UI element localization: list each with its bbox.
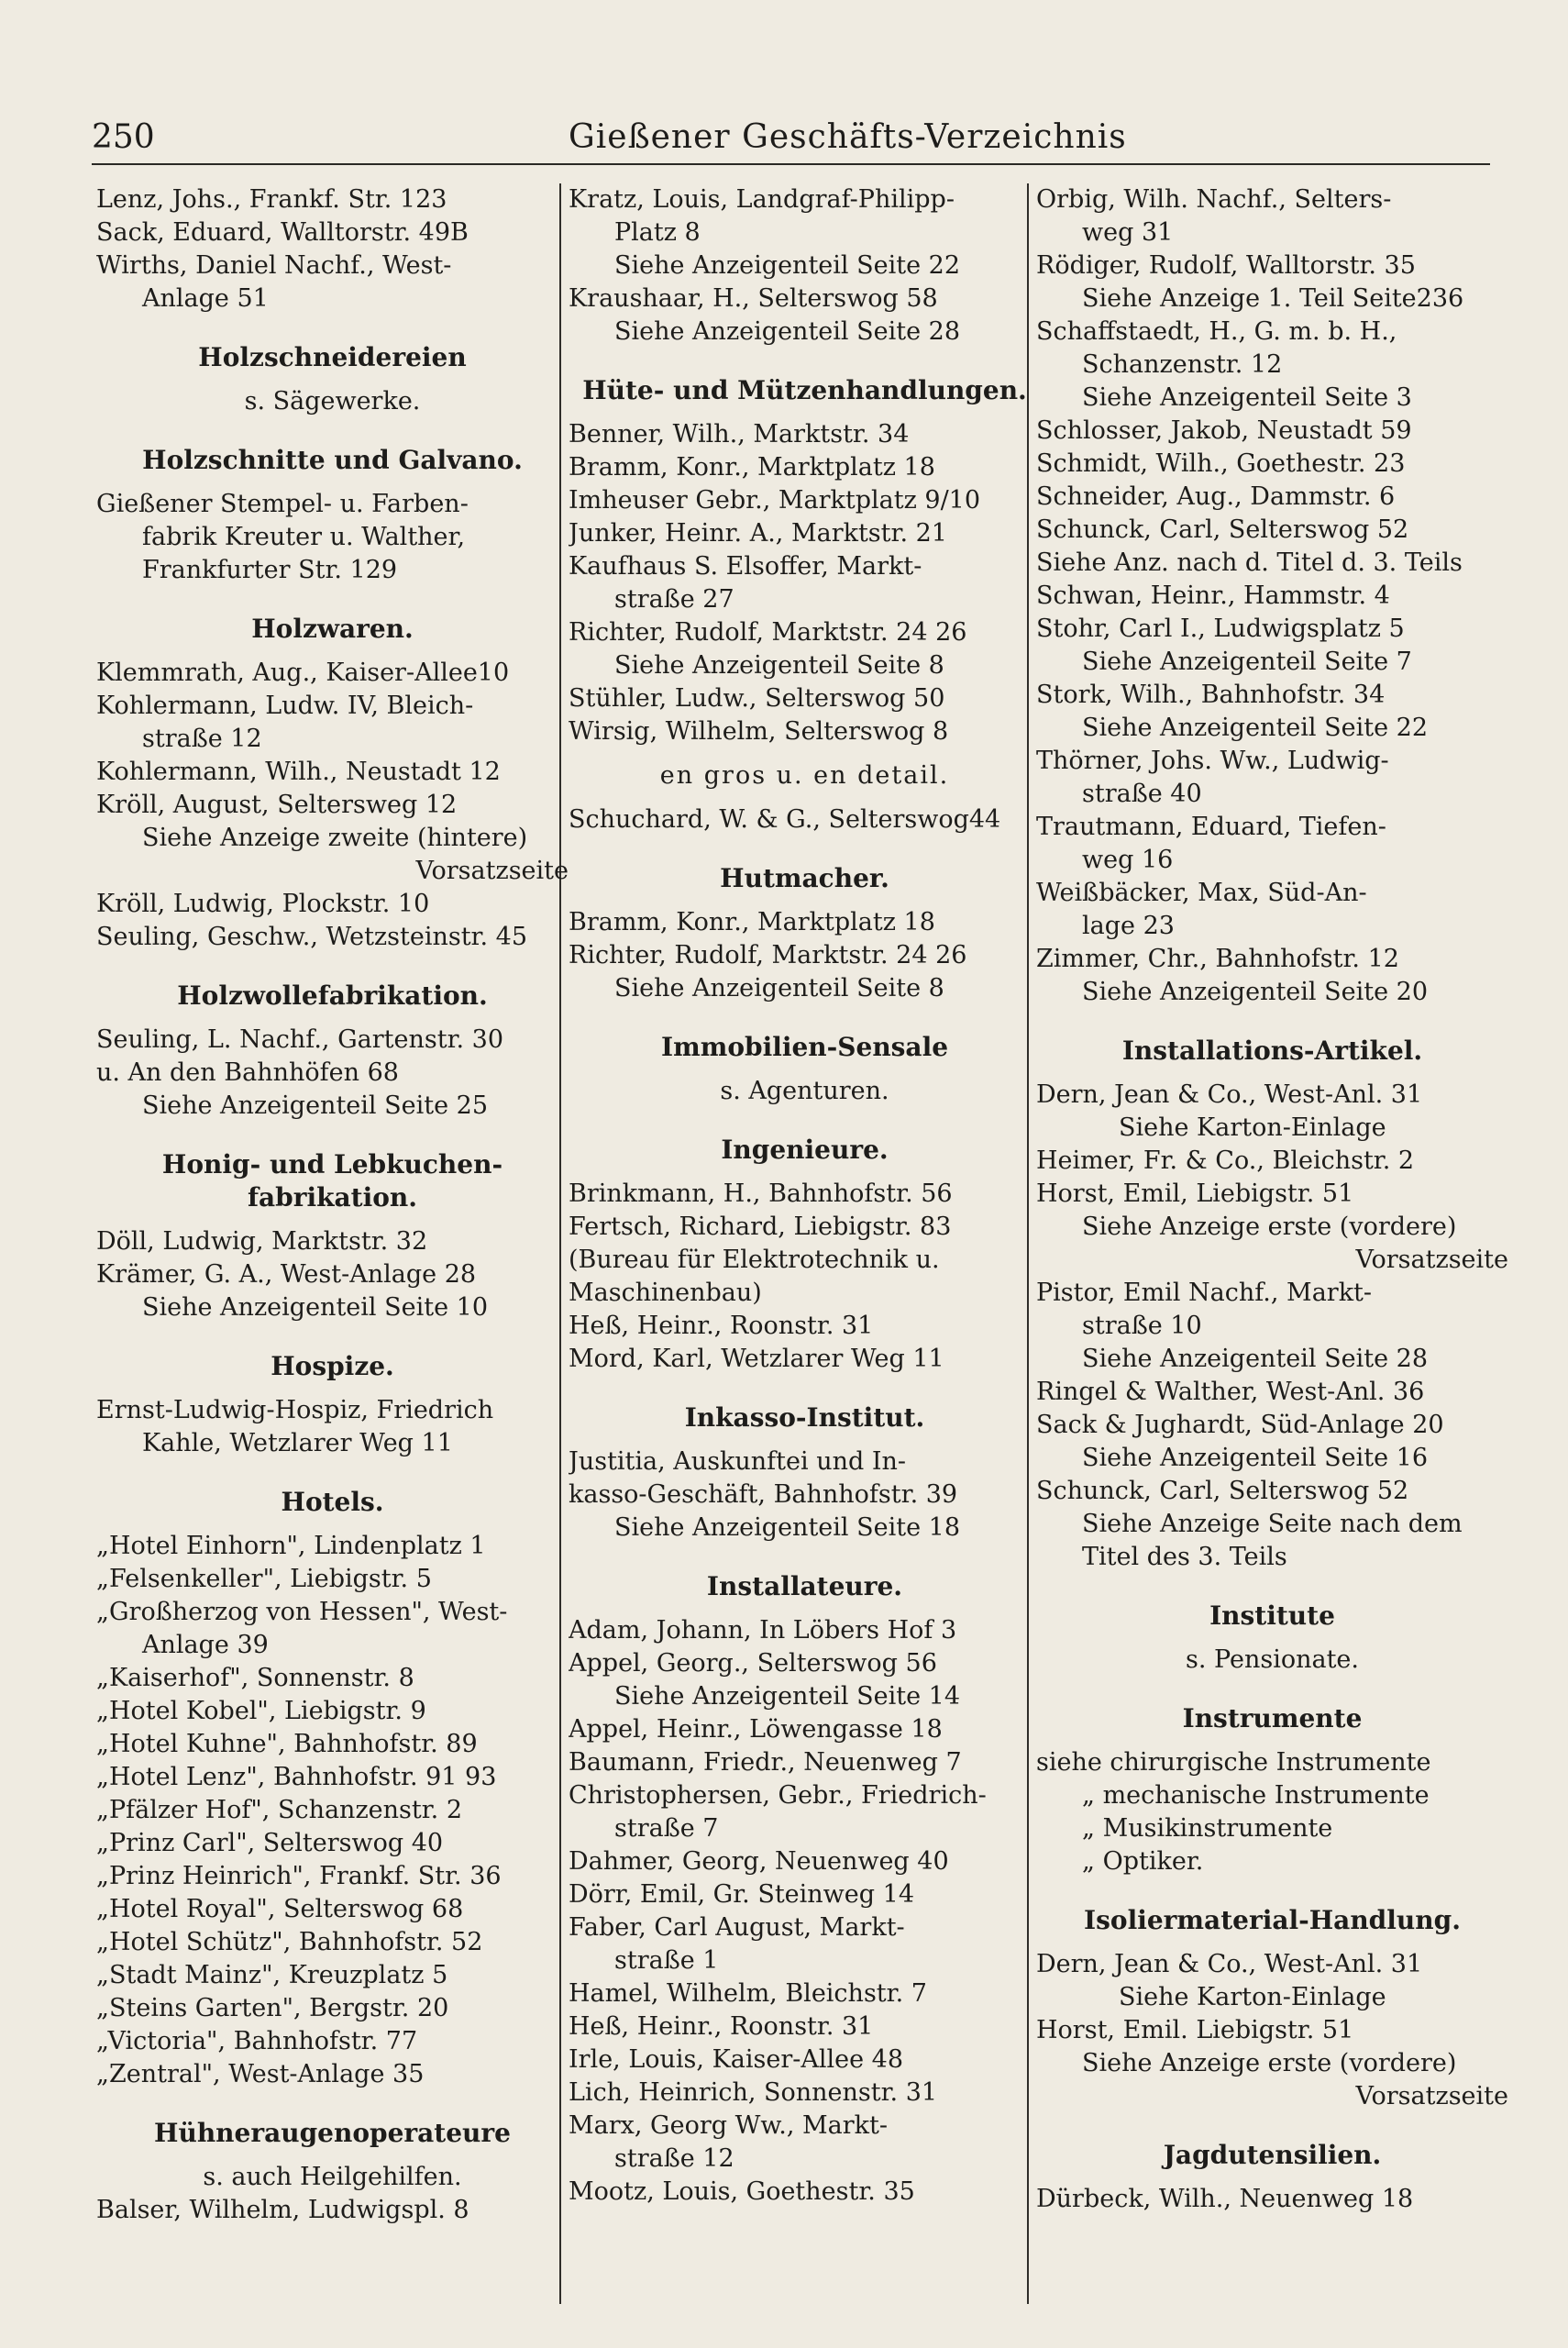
cross-reference: „ mechanische Instrumente: [1082, 1781, 1430, 1810]
entry-note: Siehe Anzeige erste (vordere): [1082, 1213, 1457, 1241]
section-heading-institute: Institute: [1209, 1600, 1335, 1631]
entry: Bramm, Konr., Marktplatz 18: [569, 908, 935, 936]
entry-note: Siehe Anzeige erste (vordere): [1082, 2049, 1457, 2077]
entry-note: Vorsatzseite: [1355, 1246, 1508, 1274]
entry-continuation: Schanzenstr. 12: [1082, 350, 1283, 379]
entry: Dörr, Emil, Gr. Steinweg 14: [569, 1880, 914, 1909]
entry: Schmidt, Wilh., Goethestr. 23: [1036, 449, 1406, 478]
cross-reference: s. Sägewerke.: [244, 387, 421, 415]
entry-continuation: straße 1: [614, 1946, 719, 1975]
entry-note: Siehe Anzeigenteil Seite 18: [614, 1513, 960, 1542]
entry: „Kaiserhof", Sonnenstr. 8: [96, 1664, 414, 1692]
entry: Schunck, Carl, Selterswog 52: [1036, 515, 1409, 544]
entry: „Stadt Mainz", Kreuzplatz 5: [96, 1961, 448, 1989]
section-heading-inkasso: Inkasso-Institut.: [684, 1402, 925, 1433]
section-heading-instrumente: Instrumente: [1182, 1703, 1363, 1733]
entry: Kohlermann, Ludw. IV, Bleich-: [96, 692, 474, 720]
entry-continuation: straße 7: [614, 1814, 719, 1843]
section-heading-holzschneidereien: Holzschneidereien: [198, 342, 467, 372]
entry: Kröll, Ludwig, Plockstr. 10: [96, 890, 430, 918]
entry: Justitia, Auskunftei und In-: [569, 1447, 907, 1476]
entry-note: Siehe Anzeigenteil Seite 28: [614, 317, 960, 346]
section-heading-isoliermaterial: Isoliermaterial-Handlung.: [1084, 1905, 1461, 1935]
entry: Gießener Stempel- u. Farben-: [96, 490, 469, 518]
header-rule: [92, 163, 1490, 165]
entry-note: Siehe Anzeigenteil Seite 14: [614, 1682, 960, 1711]
entry: Horst, Emil. Liebigstr. 51: [1036, 2016, 1354, 2044]
entry-note: Siehe Karton-Einlage: [1119, 1113, 1386, 1142]
entry-note: Siehe Anzeigenteil Seite 8: [614, 974, 944, 1002]
entry: Christophersen, Gebr., Friedrich-: [569, 1781, 987, 1810]
entry: Balser, Wilhelm, Ludwigspl. 8: [96, 2196, 469, 2224]
entry: „Felsenkeller", Liebigstr. 5: [96, 1565, 432, 1593]
entry: „Victoria", Bahnhofstr. 77: [96, 2027, 418, 2055]
entry: Heß, Heinr., Roonstr. 31: [569, 1312, 874, 1340]
entry: Kröll, August, Seltersweg 12: [96, 791, 458, 819]
entry: „Hotel Lenz", Bahnhofstr. 91 93: [96, 1763, 497, 1791]
entry: Seuling, L. Nachf., Gartenstr. 30: [96, 1025, 504, 1054]
entry: Faber, Carl August, Markt-: [569, 1913, 905, 1942]
entry: Schaffstaedt, H., G. m. b. H.,: [1036, 317, 1397, 346]
cross-reference: s. Pensionate.: [1186, 1645, 1359, 1674]
entry-continuation: straße 40: [1082, 780, 1202, 808]
page-title: Gießener Geschäfts-Verzeichnis: [569, 118, 1127, 156]
entry: Stühler, Ludw., Selterswog 50: [569, 684, 945, 713]
entry-note: Siehe Anzeigenteil Seite 8: [614, 651, 944, 680]
directory-column-3: [1036, 183, 1508, 2216]
entry: Rödiger, Rudolf, Walltorstr. 35: [1036, 251, 1416, 280]
entry-continuation: (Bureau für Elektrotechnik u.: [569, 1246, 940, 1274]
entry: „Hotel Schütz", Bahnhofstr. 52: [96, 1928, 483, 1956]
section-heading-hospize: Hospize.: [271, 1351, 394, 1381]
cross-reference: s. auch Heilgehilfen.: [203, 2163, 462, 2191]
entry: Brinkmann, H., Bahnhofstr. 56: [569, 1180, 953, 1208]
entry: Dürbeck, Wilh., Neuenweg 18: [1036, 2185, 1414, 2213]
entry-continuation: Kahle, Wetzlarer Weg 11: [142, 1429, 453, 1457]
entry-continuation: straße 12: [614, 2144, 734, 2173]
entry-note: Siehe Anzeigenteil Seite 20: [1082, 978, 1428, 1006]
entry-note: Siehe Anzeigenteil Seite 28: [1082, 1345, 1428, 1373]
entry: „Hotel Kuhne", Bahnhofstr. 89: [96, 1730, 478, 1758]
entry-note: Siehe Anzeigenteil Seite 22: [1082, 714, 1428, 742]
entry-note: Siehe Anzeigenteil Seite 7: [1082, 648, 1412, 676]
entry: Döll, Ludwig, Marktstr. 32: [96, 1227, 428, 1256]
cross-reference: „ Optiker.: [1082, 1847, 1204, 1876]
entry: Dern, Jean & Co., West-Anl. 31: [1036, 1950, 1423, 1978]
entry: Bramm, Konr., Marktplatz 18: [569, 453, 935, 482]
page-header: [92, 117, 1490, 163]
entry: Sack & Jughardt, Süd-Anlage 20: [1036, 1411, 1444, 1439]
directory-column-2: [569, 183, 1041, 2209]
entry: Weißbäcker, Max, Süd-An-: [1036, 879, 1367, 907]
entry: „Hotel Royal", Selterswog 68: [96, 1895, 464, 1923]
entry: Junker, Heinr. A., Marktstr. 21: [569, 519, 947, 548]
section-heading-honig-cont: fabrikation.: [247, 1182, 418, 1213]
entry-note: Siehe Anz. nach d. Titel d. 3. Teils: [1036, 548, 1463, 577]
section-heading-holzwaren: Holzwaren.: [251, 614, 414, 644]
entry: Appel, Heinr., Löwengasse 18: [569, 1715, 943, 1744]
entry: Richter, Rudolf, Marktstr. 24 26: [569, 618, 967, 647]
entry: Appel, Georg., Selterswog 56: [569, 1649, 937, 1678]
cross-reference: „ Musikinstrumente: [1082, 1814, 1333, 1843]
cross-reference: s. Agenturen.: [720, 1077, 889, 1105]
entry: „Steins Garten", Bergstr. 20: [96, 1994, 449, 2022]
entry: Hamel, Wilhelm, Bleichstr. 7: [569, 1979, 927, 2008]
entry-note: Siehe Anzeigenteil Seite 22: [614, 251, 960, 280]
section-heading-huete: Hüte- und Mützenhandlungen.: [582, 375, 1027, 405]
section-heading-ingenieure: Ingenieure.: [721, 1135, 889, 1165]
entry-note: Siehe Anzeige zweite (hintere): [142, 824, 528, 852]
entry: Kohlermann, Wilh., Neustadt 12: [96, 758, 501, 786]
entry: Schuchard, W. & G., Selterswog44: [569, 805, 1001, 834]
section-heading-hotels: Hotels.: [281, 1487, 384, 1517]
entry: Thörner, Johs. Ww., Ludwig-: [1036, 747, 1389, 775]
entry-note: Vorsatzseite: [415, 857, 569, 885]
entry: Stork, Wilh., Bahnhofstr. 34: [1036, 681, 1386, 709]
section-heading-immobilien: Immobilien-Sensale: [660, 1032, 949, 1062]
entry: Fertsch, Richard, Liebigstr. 83: [569, 1213, 952, 1241]
cross-reference: siehe chirurgische Instrumente: [1036, 1748, 1431, 1777]
entry: „Hotel Kobel", Liebigstr. 9: [96, 1697, 426, 1725]
entry: Heß, Heinr., Roonstr. 31: [569, 2012, 874, 2041]
entry-note: Siehe Anzeigenteil Seite 10: [142, 1293, 488, 1322]
section-heading-jagdutensilien: Jagdutensilien.: [1163, 2140, 1382, 2170]
entry: Zimmer, Chr., Bahnhofstr. 12: [1036, 945, 1399, 973]
entry: Richter, Rudolf, Marktstr. 24 26: [569, 941, 967, 969]
entry: Marx, Georg Ww., Markt-: [569, 2111, 889, 2140]
entry: Adam, Johann, In Löbers Hof 3: [569, 1616, 957, 1645]
entry-continuation: straße 12: [142, 725, 262, 753]
entry: Ernst-Ludwig-Hospiz, Friedrich: [96, 1396, 494, 1424]
entry-note: Siehe Anzeigenteil Seite 16: [1082, 1444, 1428, 1472]
entry: Schneider, Aug., Dammstr. 6: [1036, 482, 1396, 511]
section-heading-installations-artikel: Installations-Artikel.: [1121, 1036, 1423, 1066]
entry-note: Siehe Anzeigenteil Seite 3: [1082, 383, 1412, 412]
entry: „Prinz Heinrich", Frankf. Str. 36: [96, 1862, 502, 1890]
section-heading-hutmacher: Hutmacher.: [720, 863, 889, 893]
entry: Ringel & Walther, West-Anl. 36: [1036, 1378, 1425, 1406]
entry: Schunck, Carl, Selterswog 52: [1036, 1477, 1409, 1505]
entry-continuation: weg 31: [1082, 218, 1174, 247]
entry: Dern, Jean & Co., West-Anl. 31: [1036, 1080, 1423, 1109]
entry-note: Siehe Anzeige Seite nach dem: [1082, 1510, 1463, 1538]
entry: Benner, Wilh., Marktstr. 34: [569, 420, 910, 449]
page-number: 250: [92, 118, 155, 156]
section-heading-holzschnitte: Holzschnitte und Galvano.: [142, 445, 523, 475]
entry: „Zentral", West-Anlage 35: [96, 2060, 425, 2088]
entry: Lenz, Johs., Frankf. Str. 123: [96, 185, 447, 214]
entry-note: Siehe Anzeige 1. Teil Seite236: [1082, 284, 1464, 313]
entry-continuation: lage 23: [1082, 912, 1175, 940]
entry: Imheuser Gebr., Marktplatz 9/10: [569, 486, 981, 515]
entry: „Hotel Einhorn", Lindenplatz 1: [96, 1532, 486, 1560]
entry: Wirsig, Wilhelm, Selterswog 8: [569, 717, 949, 746]
entry-note: Titel des 3. Teils: [1082, 1543, 1287, 1571]
entry-continuation: Platz 8: [614, 218, 701, 247]
entry: „Pfälzer Hof", Schanzenstr. 2: [96, 1796, 463, 1824]
entry: Seuling, Geschw., Wetzsteinstr. 45: [96, 923, 528, 951]
entry: Lich, Heinrich, Sonnenstr. 31: [569, 2078, 938, 2107]
entry: Mootz, Louis, Goethestr. 35: [569, 2177, 915, 2206]
entry-continuation: Anlage 39: [142, 1631, 269, 1659]
entry: Wirths, Daniel Nachf., West-: [96, 251, 452, 280]
entry-continuation: u. An den Bahnhöfen 68: [96, 1058, 399, 1087]
entry-continuation: fabrik Kreuter u. Walther,: [142, 523, 466, 551]
subheading-en-gros: en gros u. en detail.: [659, 761, 950, 790]
entry-continuation: kasso-Geschäft, Bahnhofstr. 39: [569, 1480, 958, 1509]
entry: Irle, Louis, Kaiser-Allee 48: [569, 2045, 904, 2074]
entry-note: Siehe Karton-Einlage: [1119, 1983, 1386, 2011]
entry-continuation: straße 27: [614, 585, 734, 614]
entry: Mord, Karl, Wetzlarer Weg 11: [569, 1345, 944, 1373]
entry: Kratz, Louis, Landgraf-Philipp-: [569, 185, 955, 214]
entry-continuation: Anlage 51: [142, 284, 269, 313]
entry: Horst, Emil, Liebigstr. 51: [1036, 1180, 1354, 1208]
section-heading-installateure: Installateure.: [706, 1571, 903, 1601]
entry-continuation: Maschinenbau): [569, 1279, 762, 1307]
directory-column-1: [96, 183, 569, 2227]
entry: Stohr, Carl I., Ludwigsplatz 5: [1036, 615, 1405, 643]
entry: Klemmrath, Aug., Kaiser-Allee10: [96, 659, 510, 687]
entry: Orbig, Wilh. Nachf., Selters-: [1036, 185, 1392, 214]
entry-note: Siehe Anzeigenteil Seite 25: [142, 1091, 488, 1120]
section-heading-holzwollefabrikation: Holzwollefabrikation.: [177, 980, 488, 1011]
section-heading-honig: Honig- und Lebkuchen-: [161, 1149, 503, 1180]
entry: Trautmann, Eduard, Tiefen-: [1036, 813, 1386, 841]
section-heading-huehneraugenoperateure: Hühneraugenoperateure: [154, 2118, 511, 2148]
entry-continuation: Frankfurter Str. 129: [142, 556, 398, 584]
entry: Heimer, Fr. & Co., Bleichstr. 2: [1036, 1146, 1415, 1175]
entry: Kaufhaus S. Elsoffer, Markt-: [569, 552, 922, 581]
entry-continuation: straße 10: [1082, 1312, 1202, 1340]
entry: Krämer, G. A., West-Anlage 28: [96, 1260, 477, 1289]
entry: Schlosser, Jakob, Neustadt 59: [1036, 416, 1412, 445]
entry: „Prinz Carl", Selterswog 40: [96, 1829, 444, 1857]
entry: Kraushaar, H., Selterswog 58: [569, 284, 938, 313]
entry: „Großherzog von Hessen", West-: [96, 1598, 508, 1626]
entry-note: Vorsatzseite: [1355, 2082, 1508, 2110]
entry: Dahmer, Georg, Neuenweg 40: [569, 1847, 949, 1876]
entry: Baumann, Friedr., Neuenweg 7: [569, 1748, 962, 1777]
entry: Schwan, Heinr., Hammstr. 4: [1036, 581, 1390, 610]
entry-continuation: weg 16: [1082, 846, 1174, 874]
entry: Pistor, Emil Nachf., Markt-: [1036, 1279, 1373, 1307]
entry: Sack, Eduard, Walltorstr. 49B: [96, 218, 469, 247]
